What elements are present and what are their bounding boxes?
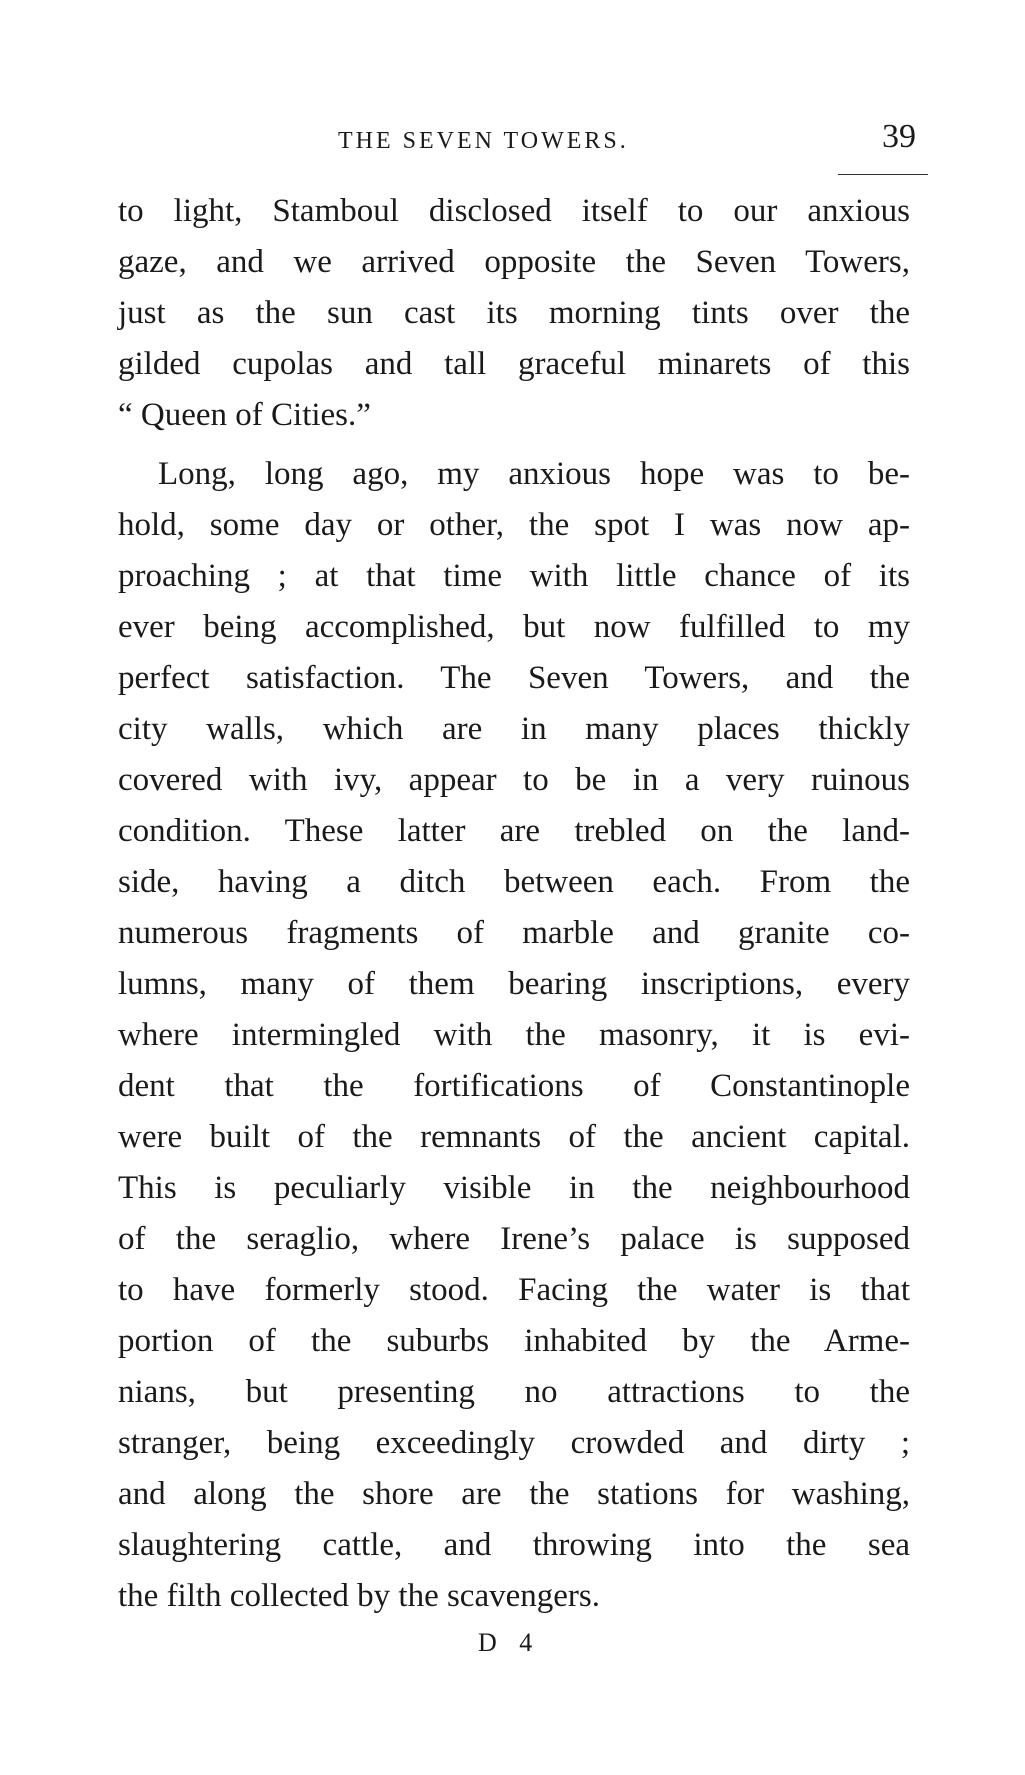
signature-mark: D 4	[478, 1628, 541, 1657]
text-line: This is peculiarly visible in the neighbourhood	[118, 1170, 910, 1206]
running-title: THE SEVEN TOWERS.	[338, 128, 629, 154]
text-line: stranger, being exceedingly crowded and dirty ;	[118, 1425, 910, 1461]
text-line: covered with ivy, appear to be in a very ruinous	[118, 762, 910, 798]
text-line: city walls, which are in many places thickly	[118, 711, 910, 747]
text-line: hold, some day or other, the spot I was now ap-	[118, 507, 910, 543]
page-number: 39	[882, 118, 916, 155]
text-line: where intermingled with the masonry, it is evi-	[118, 1017, 910, 1053]
text-line: perfect satisfaction. The Seven Towers, and the	[118, 660, 910, 696]
running-head	[118, 118, 918, 158]
text-line: dent that the fortifications of Constantinople	[118, 1068, 910, 1104]
text-line: of the seraglio, where Irene’s palace is supposed	[118, 1221, 910, 1257]
text-line: proaching ; at that time with little chance of its	[118, 558, 910, 594]
text-line: gaze, and we arrived opposite the Seven Towers,	[118, 244, 910, 280]
text-line: lumns, many of them bearing inscriptions, every	[118, 966, 910, 1002]
text-line: condition. These latter are trebled on the land-	[118, 813, 910, 849]
body-text	[118, 186, 910, 1622]
text-line: side, having a ditch between each. From the	[118, 864, 910, 900]
text-line: to have formerly stood. Facing the water is that	[118, 1272, 910, 1308]
text-line: portion of the suburbs inhabited by the Arme-	[118, 1323, 910, 1359]
text-line: the filth collected by the scavengers.	[118, 1578, 600, 1614]
text-line: just as the sun cast its morning tints over the	[118, 295, 910, 331]
paragraph-gap	[118, 441, 910, 449]
text-line: nians, but presenting no attractions to the	[118, 1374, 910, 1410]
text-line: numerous fragments of marble and granite co-	[118, 915, 910, 951]
text-line: were built of the remnants of the ancient capital.	[118, 1119, 910, 1155]
text-line: to light, Stamboul disclosed itself to our anxious	[118, 193, 910, 229]
text-line: slaughtering cattle, and throwing into the sea	[118, 1527, 910, 1563]
text-line: gilded cupolas and tall graceful minarets of this	[118, 346, 910, 382]
header-rule	[838, 174, 928, 175]
text-line: Long, long ago, my anxious hope was to be-	[158, 456, 910, 492]
text-line: “ Queen of Cities.”	[118, 397, 371, 433]
text-line: and along the shore are the stations for washing,	[118, 1476, 910, 1512]
text-line: ever being accomplished, but now fulfilled to my	[118, 609, 910, 645]
